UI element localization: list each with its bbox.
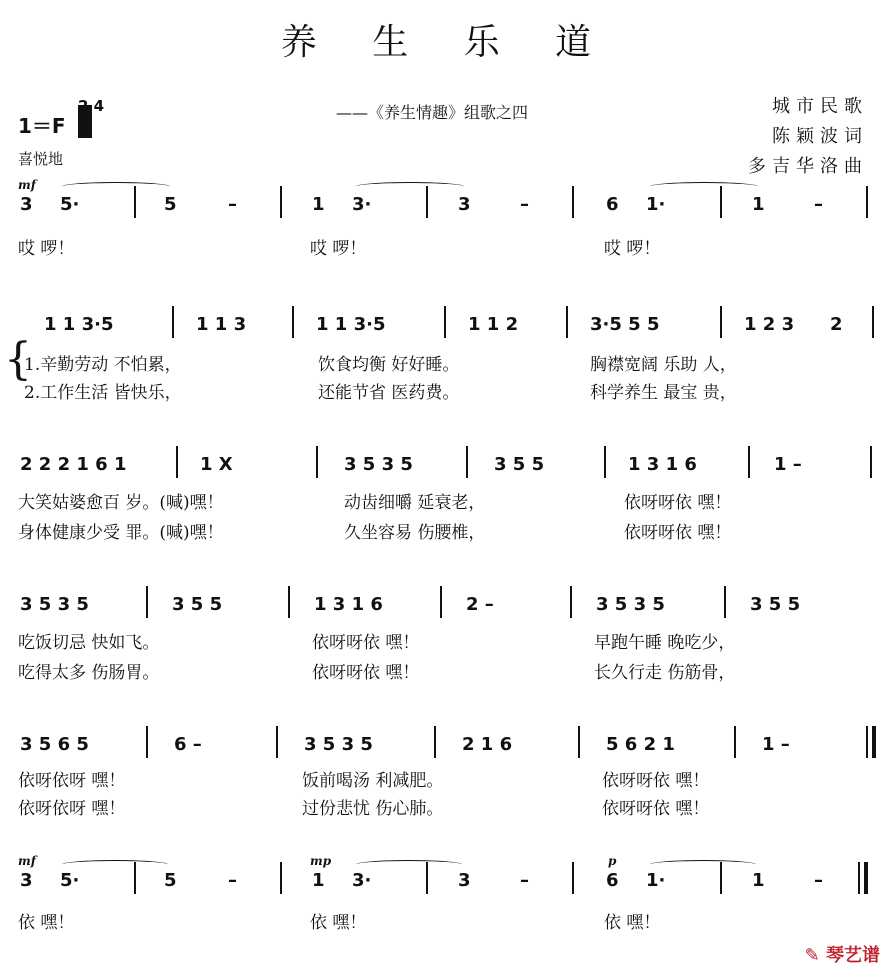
- dynamic-mark: mf: [18, 178, 36, 192]
- note-group: 6 –: [174, 734, 202, 755]
- note-group: 1 3 1 6: [314, 594, 383, 615]
- note: 6: [606, 870, 619, 891]
- subtitle: ——《养生情趣》组歌之四: [336, 103, 529, 122]
- lyric: 依呀呀依 嘿！: [602, 771, 710, 791]
- note: 1: [752, 870, 765, 891]
- note: 1·: [646, 194, 666, 215]
- lyric: 依呀呀依 嘿！: [602, 799, 710, 819]
- note: –: [520, 194, 529, 215]
- note-group: 3 5 5: [750, 594, 801, 615]
- lyric: 吃得太多 伤肠胃。: [18, 663, 160, 683]
- lyric: 胸襟宽阔 乐助 人，: [590, 355, 737, 375]
- lyric: 还能节省 医药费。: [318, 383, 460, 403]
- tempo-marking: 喜悦地: [18, 150, 64, 168]
- note: 5·: [60, 194, 80, 215]
- lyric: 饮食均衡 好好睡。: [318, 355, 460, 375]
- note: –: [228, 870, 237, 891]
- lyric: 1.辛勤劳动 不怕累，: [24, 355, 182, 375]
- note: –: [520, 870, 529, 891]
- lyric: 哎 啰！: [18, 239, 75, 259]
- lyric: 哎 啰！: [604, 239, 661, 259]
- note: 1: [752, 194, 765, 215]
- lyric: 大笑姑婆愈百 岁。(喊)嘿！: [18, 493, 224, 513]
- lyric: 长久行走 伤筋骨，: [594, 663, 736, 683]
- lyric: 过份悲忧 伤心肺。: [302, 799, 444, 819]
- note: 3: [458, 194, 471, 215]
- note-group: 1 X: [200, 454, 233, 475]
- note-group: 3 5 5: [172, 594, 223, 615]
- note-group: 1 3 1 6: [628, 454, 697, 475]
- song-title: 养 生 乐 道: [280, 22, 614, 63]
- lyric: 饭前喝汤 利减肥。: [302, 771, 444, 791]
- lyric: 依呀依呀 嘿！: [18, 771, 126, 791]
- lyric: 依呀呀依 嘿！: [312, 633, 420, 653]
- lyric: 动齿细嚼 延衰老，: [344, 493, 486, 513]
- note: –: [814, 194, 823, 215]
- lyric: 久坐容易 伤腰椎，: [344, 523, 486, 543]
- note-group: 1 1 3·5: [44, 314, 114, 335]
- credit-composer: 多吉华洛曲: [748, 156, 868, 177]
- lyric: 吃饭切忌 快如飞。: [18, 633, 160, 653]
- lyric: 依呀依呀 嘿！: [18, 799, 126, 819]
- note-group: 3 5 5: [494, 454, 545, 475]
- note: 6: [606, 194, 619, 215]
- note-group: 5 6 2 1: [606, 734, 675, 755]
- key-signature: 1＝F: [18, 114, 66, 138]
- note-group: 3 5 3 5: [304, 734, 373, 755]
- note: 5·: [60, 870, 80, 891]
- note-group: 3 5 3 5: [596, 594, 665, 615]
- note-group: 1 –: [774, 454, 802, 475]
- note: 3: [20, 870, 33, 891]
- credits: [748, 92, 868, 182]
- credit-lyricist: 陈颖波词: [772, 126, 868, 147]
- lyric: 依呀呀依 嘿！: [312, 663, 420, 683]
- lyric: 依 嘿！: [18, 913, 75, 933]
- note-group: 2 2 2 1 6 1: [20, 454, 127, 475]
- note-group: 3 5 3 5: [344, 454, 413, 475]
- dynamic-mark: p: [608, 854, 617, 868]
- note-group: 2 –: [466, 594, 494, 615]
- logo-icon: ✎: [804, 945, 820, 966]
- lyric: 早跑午睡 晚吃少，: [594, 633, 736, 653]
- note-group: 3 5 3 5: [20, 594, 89, 615]
- dynamic-mark: mf: [18, 854, 36, 868]
- lyric: 依 嘿！: [604, 913, 661, 933]
- note: 5: [164, 194, 177, 215]
- note: 3·: [352, 870, 372, 891]
- note-group: 1 –: [762, 734, 790, 755]
- lyric: 依呀呀依 嘿！: [624, 493, 732, 513]
- site-logo: [805, 941, 880, 967]
- note: –: [228, 194, 237, 215]
- logo-text: 琴艺谱: [826, 945, 880, 966]
- note: 3: [20, 194, 33, 215]
- time-signature-bottom: 4: [93, 97, 105, 115]
- lyric: 哎 啰！: [310, 239, 367, 259]
- note-group: 1 2 3: [744, 314, 795, 335]
- note-group: 1 1 3: [196, 314, 247, 335]
- note-group: 3 5 6 5: [20, 734, 89, 755]
- note: 1: [312, 194, 325, 215]
- note-group: 2 1 6: [462, 734, 513, 755]
- note: –: [814, 870, 823, 891]
- note-group: 1 1 2: [468, 314, 519, 335]
- lyric: 2.工作生活 皆快乐，: [24, 383, 182, 403]
- lyric: 依呀呀依 嘿！: [624, 523, 732, 543]
- note: 3: [458, 870, 471, 891]
- note-group: 3·5 5 5: [590, 314, 660, 335]
- note: 5: [164, 870, 177, 891]
- lyric: 科学养生 最宝 贵，: [590, 383, 737, 403]
- dynamic-mark: mp: [310, 854, 332, 868]
- note: 2: [830, 314, 843, 335]
- note: 3·: [352, 194, 372, 215]
- lyric: 依 嘿！: [310, 913, 367, 933]
- lyric: 身体健康少受 罪。(喊)嘿！: [18, 523, 224, 543]
- note: 1·: [646, 870, 666, 891]
- time-signature: [78, 98, 104, 114]
- verse-brace: {: [4, 334, 32, 385]
- credit-genre: 城市民歌: [772, 96, 868, 117]
- note: 1: [312, 870, 325, 891]
- note-group: 1 1 3·5: [316, 314, 386, 335]
